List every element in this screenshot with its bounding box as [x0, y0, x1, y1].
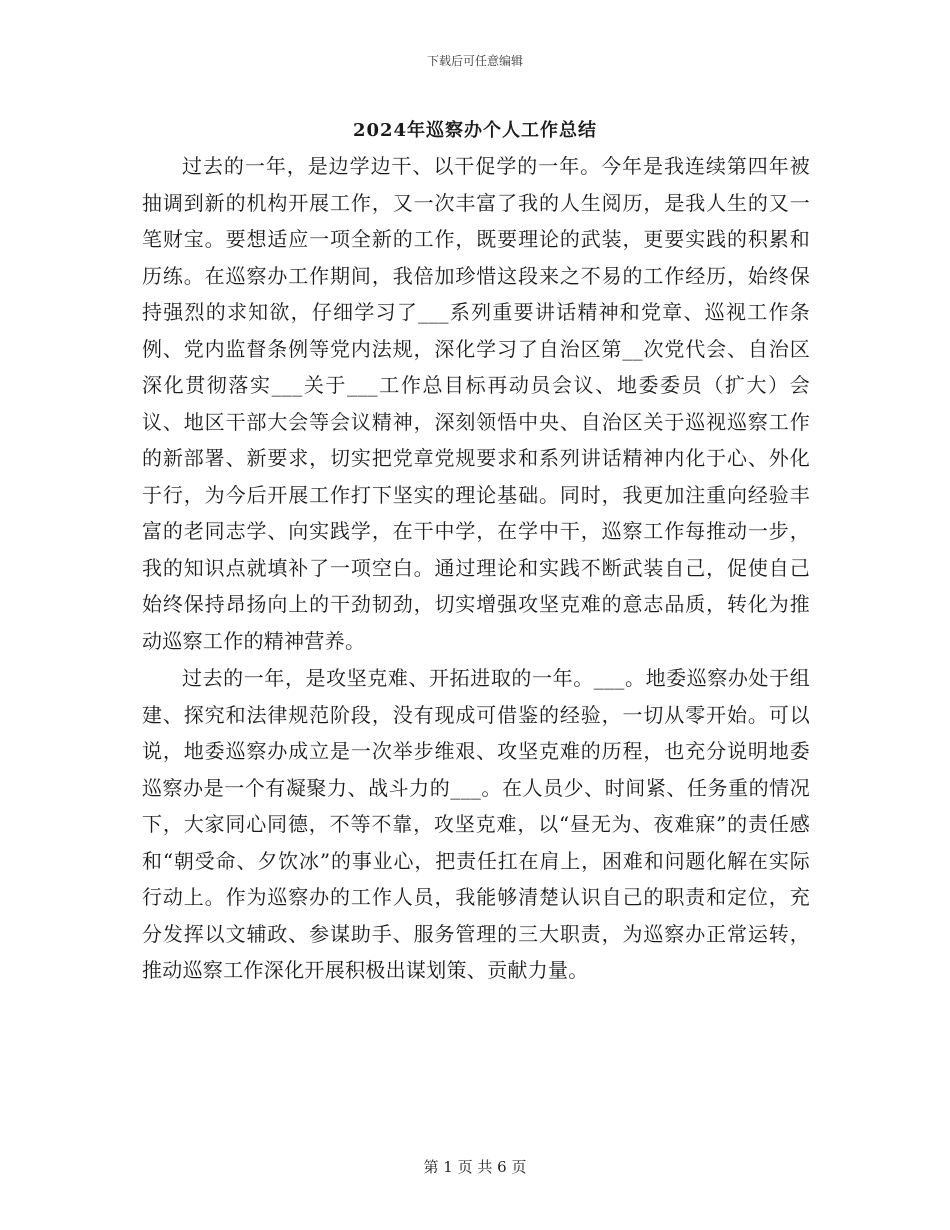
page-header-note: 下载后可任意编辑	[426, 54, 523, 68]
document-body	[142, 148, 810, 990]
page-number: 第 1 页 共 6 页	[423, 1158, 527, 1176]
paragraph: 过去的一年，是边学边干、以干促学的一年。今年是我连续第四年被抽调到新的机构开展工作，又一次丰富了我的人生阅历，是我人生的又一笔财宝。要想适应一项全新的工作，既要理论的武装，更要实践的积累和历练。在巡察办工作期间，我倍加珍惜这段来之不易的工作经历，始终保持强烈的求知欲，仔细学习了___系列重要讲话精神和党章、巡视工作条例、党内监督条例等党内法规，深化学习了自治区第__次党代会、自治区深化贯彻落实___关于___工作总目标再动员会议、地委委员（扩大）会议、地区干部大会等会议精神，深刻领悟中央、自治区关于巡视巡察工作的新部署、新要求，切实把党章党规要求和系列讲话精神内化于心、外化于行，为今后开展工作打下坚实的理论基础。同时，我更加注重向经验丰富的老同志学、向实践学，在干中学，在学中干，巡察工作每推动一步，我的知识点就填补了一项空白。通过理论和实践不断武装自己，促使自己始终保持昂扬向上的干劲韧劲，切实增强攻坚克难的意志品质，转化为推动巡察工作的精神营养。	[142, 154, 810, 653]
paragraph: 过去的一年，是攻坚克难、开拓进取的一年。___。地委巡察办处于组建、探究和法律规范阶段，没有现成可借鉴的经验，一切从零开始。可以说，地委巡察办成立是一次举步维艰、攻坚克难的历程，也充分说明地委巡察办是一个有凝聚力、战斗力的___。在人员少、时间紧、任务重的情况下，大家同心同德，不等不靠，攻坚克难，以“昼无为、夜难寐”的责任感和“朝受命、夕饮冰”的事业心，把责任扛在肩上，困难和问题化解在实际行动上。作为巡察办的工作人员，我能够清楚认识自己的职责和定位，充分发挥以文辅政、参谋助手、服务管理的三大职责，为巡察办正常运转，推动巡察工作深化开展积极出谋划策、贡献力量。	[142, 666, 810, 982]
document-title: 2024年巡察办个人工作总结	[352, 120, 598, 141]
